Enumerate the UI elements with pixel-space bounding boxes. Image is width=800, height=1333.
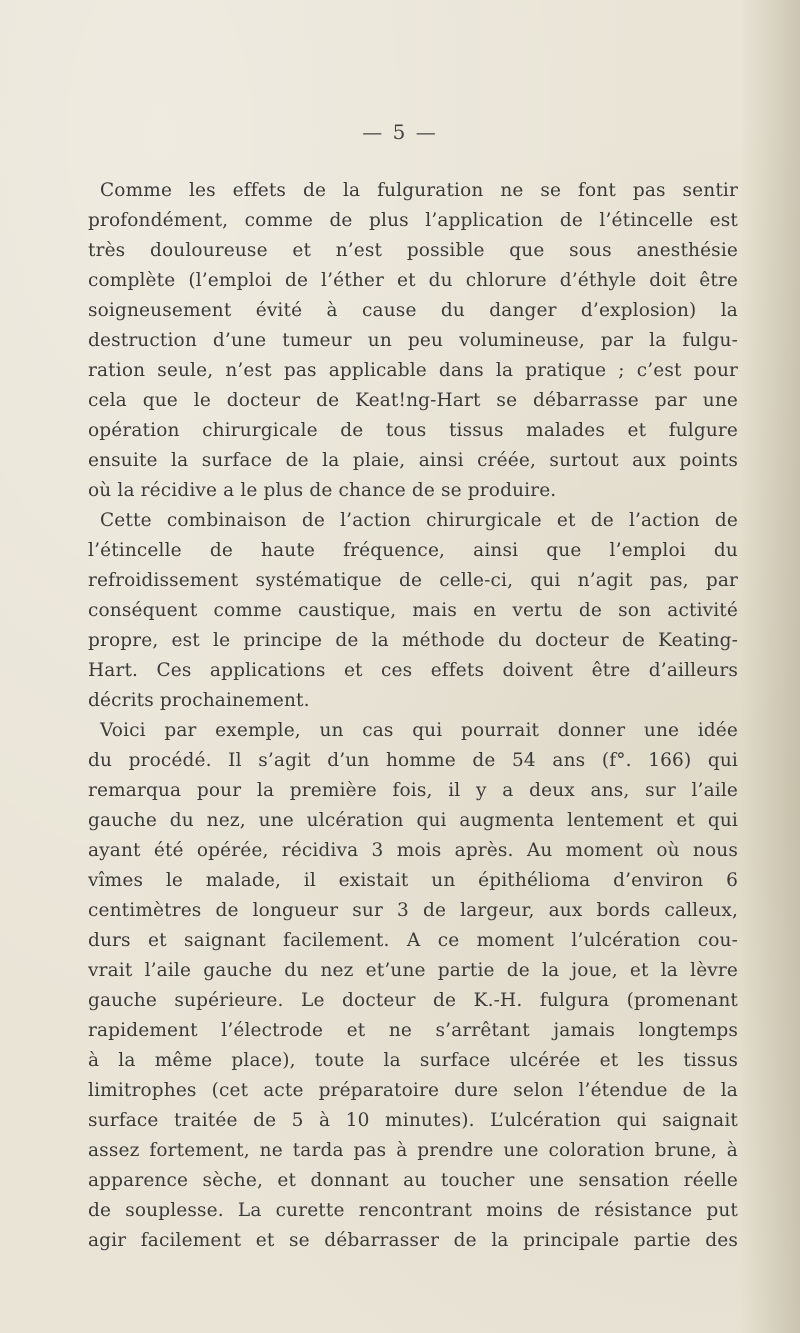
text-line: complète (l’emploi de l’éther et du chlorure d’éthyle doit être	[88, 270, 738, 291]
text-line: assez fortement, ne tarda pas à prendre une coloration brune, à	[88, 1140, 738, 1161]
text-line: très douloureuse et n’est possible que sous anesthésie	[88, 240, 738, 261]
text-line: gauche supérieure. Le docteur de K.-H. fulgura (promenant	[88, 990, 738, 1011]
text-line: l’étincelle de haute fréquence, ainsi que l’emploi du	[88, 540, 738, 561]
page-number: — 5 —	[362, 120, 438, 144]
text-line: surface traitée de 5 à 10 minutes). L’ulcération qui saignait	[88, 1110, 738, 1131]
text-line: cela que le docteur de Keat!ng-Hart se débarrasse par une	[88, 390, 738, 411]
text-line: décrits prochainement.	[88, 690, 310, 711]
text-line: ration seule, n’est pas applicable dans la pratique ; c’est pour	[88, 360, 738, 381]
text-line: refroidissement systématique de celle-ci, qui n’agit pas, par	[88, 570, 738, 591]
text-line: centimètres de longueur sur 3 de largeur, aux bords calleux,	[88, 900, 738, 921]
text-line: soigneusement évité à cause du danger d’explosion) la	[88, 300, 738, 321]
text-line: Hart. Ces applications et ces effets doivent être d’ailleurs	[88, 660, 738, 681]
text-line: gauche du nez, une ulcération qui augmenta lentement et qui	[88, 810, 738, 831]
text-line: ayant été opérée, récidiva 3 mois après. Au moment où nous	[88, 840, 738, 861]
text-line: opération chirurgicale de tous tissus malades et fulgure	[88, 420, 738, 441]
text-line: Voici par exemple, un cas qui pourrait donner une idée	[100, 720, 738, 741]
body-text	[88, 176, 738, 1256]
text-line: destruction d’une tumeur un peu volumineuse, par la fulgu-	[88, 330, 738, 351]
text-line: où la récidive a le plus de chance de se produire.	[88, 480, 557, 501]
text-line: conséquent comme caustique, mais en vertu de son activité	[88, 600, 738, 621]
text-line: Cette combinaison de l’action chirurgicale et de l’action de	[100, 510, 738, 531]
text-line: agir facilement et se débarrasser de la principale partie des	[88, 1230, 738, 1251]
text-line: limitrophes (cet acte préparatoire dure selon l’étendue de la	[88, 1080, 738, 1101]
text-line: Comme les effets de la fulguration ne se font pas sentir	[100, 180, 738, 201]
text-line: propre, est le principe de la méthode du docteur de Keating-	[88, 630, 738, 651]
page-edge-shadow	[740, 0, 800, 1333]
text-line: remarqua pour la première fois, il y a deux ans, sur l’aile	[88, 780, 738, 801]
text-line: de souplesse. La curette rencontrant moins de résistance put	[88, 1200, 738, 1221]
text-line: ensuite la surface de la plaie, ainsi créée, surtout aux points	[88, 450, 738, 471]
text-line: vîmes le malade, il existait un épithélioma d’environ 6	[88, 870, 738, 891]
text-line: durs et saignant facilement. A ce moment l’ulcération cou-	[88, 930, 738, 951]
text-line: profondément, comme de plus l’application de l’étincelle est	[88, 210, 738, 231]
text-line: vrait l’aile gauche du nez et’une partie de la joue, et la lèvre	[88, 960, 738, 981]
text-line: apparence sèche, et donnant au toucher une sensation réelle	[88, 1170, 738, 1191]
text-line: à la même place), toute la surface ulcérée et les tissus	[88, 1050, 738, 1071]
text-line: rapidement l’électrode et ne s’arrêtant jamais longtemps	[88, 1020, 738, 1041]
text-line: du procédé. Il s’agit d’un homme de 54 ans (f°. 166) qui	[88, 750, 738, 771]
